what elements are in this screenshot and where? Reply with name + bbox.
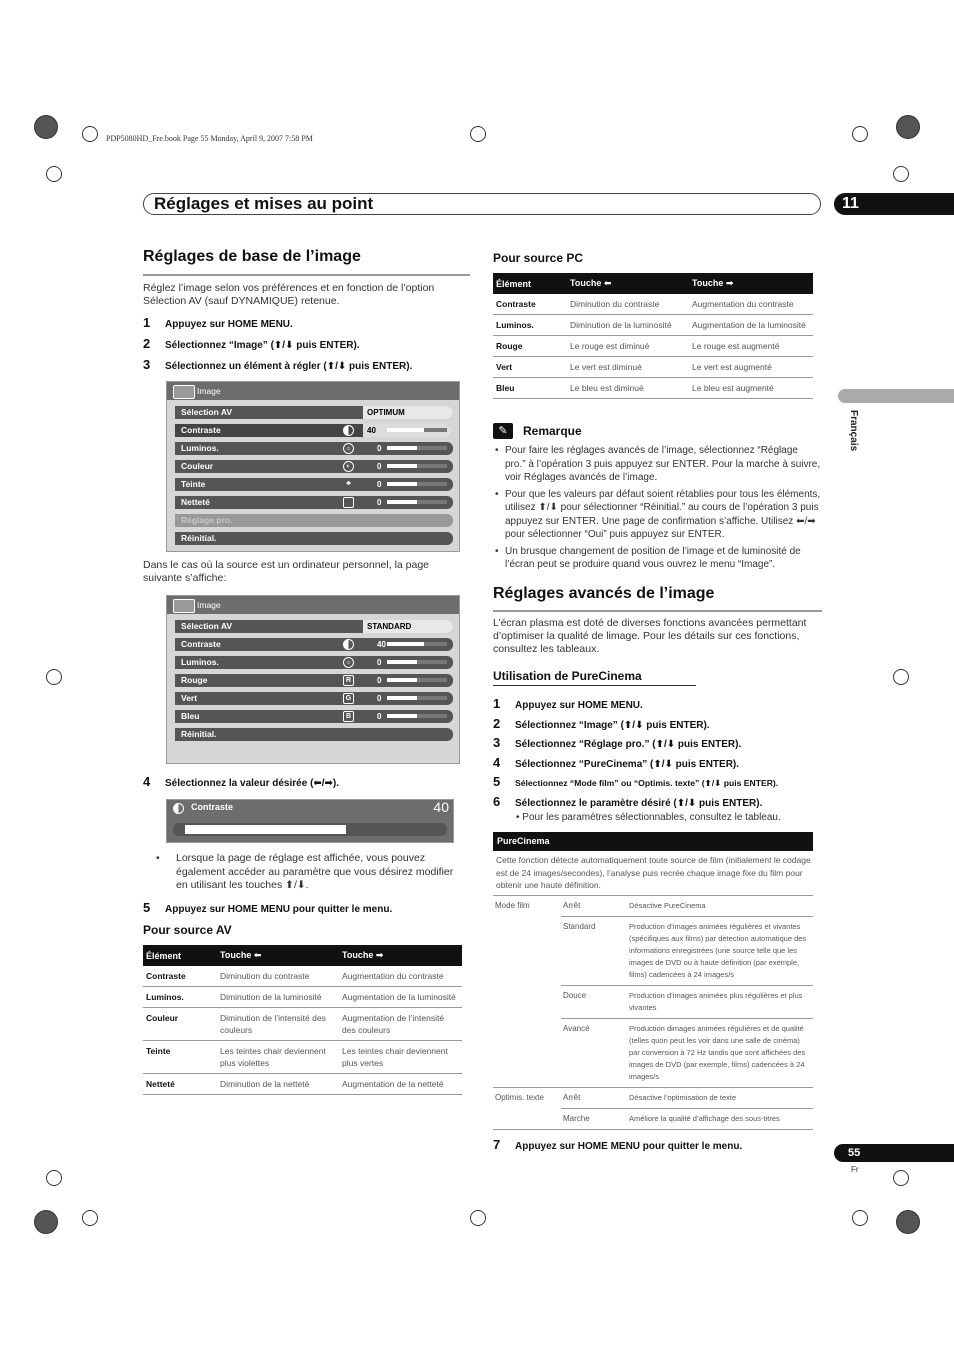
step-text: Appuyez sur HOME MENU.	[165, 319, 293, 330]
table-header: Touche ⬅	[567, 273, 689, 294]
menu-row-nettete[interactable]: Netteté 0	[175, 496, 453, 509]
step-text: Sélectionnez “Image” (⬆/⬇ puis ENTER).	[165, 340, 360, 351]
menu-value: 0	[377, 712, 382, 721]
menu-value: OPTIMUM	[363, 406, 453, 419]
menu-row-reglage-pro: Réglage pro.	[175, 514, 453, 527]
step-text: Sélectionnez “Image” (⬆/⬇ puis ENTER).	[515, 719, 710, 731]
step-4	[143, 773, 339, 791]
registration-mark	[852, 126, 868, 142]
av-table-title: Pour source AV	[143, 923, 232, 937]
note-item: • Pour que les valeurs par défaut soient rétablies pour tous les éléments, utilisez ⬆/⬇ pour sélectionner “Réinitial.” au cours de l’opération 3 puis appuyez sur ENTER. Une page de confirmation s’affiche. Utilisez ⬅/➡ pour sélectionner “Oui” puis appuyez sur ENTER.	[495, 488, 821, 540]
color-icon: ◐	[343, 461, 354, 472]
intro-paragraph: Réglez l’image selon vos préférences et en fonction de l’option Sélection AV (sauf DYNAMIQUE) retenue.	[143, 282, 435, 307]
table-row: Optimis. texte Arrêt Désactive l’optimisation de texte	[493, 1088, 813, 1109]
table-row: Teinte Les teintes chair deviennent plus violettes Les teintes chair deviennent plus vertes	[143, 1041, 462, 1074]
step-number: 7	[493, 1137, 501, 1152]
table-row: Vert Le vert est diminué Le vert est augmenté	[493, 357, 813, 378]
table-row: Bleu Le bleu est diminué Le bleu est augmenté	[493, 378, 813, 399]
menu-value: 0	[377, 658, 382, 667]
section-title-base: Réglages de base de l’image	[143, 248, 361, 265]
menu-value: 0	[377, 694, 382, 703]
step-number: 1	[143, 315, 151, 330]
menu-row-selection-av[interactable]: Sélection AV OPTIMUM	[175, 406, 453, 419]
step-text: Sélectionnez le paramètre désiré (⬆/⬇ puis ENTER).	[515, 797, 763, 809]
table-row: Netteté Diminution de la netteté Augmentation de la netteté	[143, 1074, 462, 1095]
step-number: 3	[493, 735, 501, 750]
registration-mark	[46, 1170, 62, 1186]
subsection-rule	[493, 685, 696, 686]
menu-header	[167, 596, 459, 614]
registration-mark	[46, 166, 62, 182]
menu-row-reinitial[interactable]: Réinitial.	[175, 532, 453, 545]
table-row: Avancé Production dimages animées régulières et de qualité (telles quon peut les voir dans une salle de cinéma) par conversion à 72 Hz tandis que sont affichées des images de DVD (par exemple, films) cadencées à 24 images/s	[493, 1019, 813, 1088]
table-row: Standard Production d’images animées régulières et vivantes (spécifiques aux films) par détection automatique des informations enregistrées (une source telle que les images de DVD ou à haute définition (par exemple, films) cadencées à 24 images/s	[493, 917, 813, 986]
registration-mark	[34, 1210, 58, 1234]
registration-mark	[46, 669, 62, 685]
menu-row-contraste[interactable]: Contraste 40	[175, 424, 453, 437]
level-bar	[387, 464, 417, 468]
chapter-title: Réglages et mises au point	[154, 194, 374, 213]
av-table	[143, 945, 462, 1095]
note-item: • Un brusque changement de position de l’image et de luminosité de l’écran peut se produire quand vous ouvrez le menu “Image”.	[495, 545, 801, 570]
step-text: Appuyez sur HOME MENU.	[515, 700, 643, 711]
registration-mark	[893, 166, 909, 182]
level-bar	[387, 642, 424, 646]
menu-title: Image	[197, 386, 221, 396]
language-label: Français	[848, 410, 859, 452]
table-row: Rouge Le rouge est diminué Le rouge est augmenté	[493, 336, 813, 357]
page-language: Fr	[851, 1165, 859, 1174]
book-info-line: PDP5080HD_Fre.book Page 55 Monday, April 9, 2007 7:58 PM	[106, 134, 313, 143]
slider-value: 40	[433, 799, 449, 815]
tint-icon: ♣	[346, 480, 351, 487]
table-row: Luminos. Diminution de la luminosité Augmentation de la luminosité	[493, 315, 813, 336]
menu-value: STANDARD	[363, 620, 453, 633]
menu-row-vert[interactable]: Vert G 0	[175, 692, 453, 705]
menu-row-contraste[interactable]: Contraste 40	[175, 638, 453, 651]
step-text: Sélectionnez “PureCinema” (⬆/⬇ puis ENTER).	[515, 758, 740, 770]
menu-value: 0	[377, 676, 382, 685]
menu-value: 0	[377, 462, 382, 471]
image-menu-pc	[166, 595, 460, 764]
section-title-advanced: Réglages avancés de l’image	[493, 585, 715, 602]
blue-icon: B	[343, 711, 354, 722]
purecinema-description: Cette fonction détecte automatiquement toute source de film (initialement le codage est de 24 images/secondes), l’analyse puis recrée chaque image fixe du film pour obtenir une haute définition.	[496, 855, 811, 890]
image-menu-icon	[173, 385, 195, 399]
menu-row-bleu[interactable]: Bleu B 0	[175, 710, 453, 723]
section-rule	[143, 274, 470, 276]
table-header: Élément	[493, 273, 567, 294]
step-number: 2	[493, 715, 501, 731]
pc-table-title: Pour source PC	[493, 251, 584, 265]
level-bar	[387, 696, 417, 700]
notes-list	[495, 444, 821, 572]
step-number: 6	[493, 793, 501, 809]
registration-mark	[470, 1210, 486, 1226]
table-header: Touche ⬅	[217, 945, 339, 966]
menu-value: 0	[377, 444, 382, 453]
step-number: 4	[143, 774, 151, 789]
language-tab	[838, 389, 954, 403]
step-number: 4	[493, 754, 501, 770]
contrast-icon	[343, 425, 354, 436]
image-menu-av	[166, 381, 460, 552]
section-rule	[493, 610, 822, 612]
table-header: Touche ➡	[339, 945, 462, 966]
slider-label: Contraste	[191, 802, 234, 812]
step-7	[493, 1136, 742, 1154]
level-bar	[387, 714, 417, 718]
menu-value: 40	[377, 640, 386, 649]
pc-table	[493, 273, 813, 399]
purecinema-title: Utilisation de PureCinema	[493, 669, 642, 683]
contrast-icon	[173, 803, 184, 814]
step-text: Sélectionnez la valeur désirée (⬅/➡).	[165, 778, 340, 789]
registration-mark	[893, 1170, 909, 1186]
image-menu-icon	[173, 599, 195, 613]
table-row: Couleur Diminution de l’intensité des couleurs Augmentation de l’intensité des couleurs	[143, 1008, 462, 1041]
steps-right	[493, 695, 825, 812]
brightness-icon: ☼	[343, 657, 354, 668]
menu-row-selection-av[interactable]: Sélection AV STANDARD	[175, 620, 453, 633]
chapter-number: 11	[834, 193, 954, 215]
registration-mark	[852, 1210, 868, 1226]
step-number: 3	[143, 357, 151, 372]
menu-row-reinitial[interactable]: Réinitial.	[175, 728, 453, 741]
menu-row-couleur[interactable]: Couleur ◐ 0	[175, 460, 453, 473]
menu-row-luminos[interactable]: Luminos. ☼ 0	[175, 442, 453, 455]
purecinema-table	[493, 896, 813, 1130]
note-pencil-icon: ✎	[493, 423, 513, 439]
menu-title: Image	[197, 600, 221, 610]
note-item: • Pour faire les réglages avancés de l’image, sélectionnez “Réglage pro.” à l’opération 3 puis appuyez sur ENTER. Pour la marche à suivre, voir Réglages avancés de l’image.	[495, 445, 821, 483]
level-bar	[387, 678, 417, 682]
table-row: Luminos. Diminution de la luminosité Augmentation de la luminosité	[143, 987, 462, 1008]
advanced-intro: L’écran plasma est doté de diverses fonctions avancées permettant d’optimiser la qualité de limage. Pour les détails sur ces fonctions, consultez les tableaux.	[493, 617, 807, 655]
level-bar	[387, 428, 424, 432]
registration-mark	[893, 669, 909, 685]
menu-row-luminos[interactable]: Luminos. ☼ 0	[175, 656, 453, 669]
steps-left	[143, 314, 473, 377]
step-text: Sélectionnez “Réglage pro.” (⬆/⬇ puis ENTER).	[515, 739, 742, 750]
sharpness-icon	[343, 497, 354, 508]
purecinema-table-header: PureCinema	[493, 832, 813, 851]
registration-mark	[82, 1210, 98, 1226]
registration-mark	[896, 115, 920, 139]
table-header: Élément	[143, 945, 217, 966]
step-text: Appuyez sur HOME MENU pour quitter le menu.	[165, 904, 393, 915]
table-header: Touche ➡	[689, 273, 813, 294]
contrast-icon	[343, 639, 354, 650]
step-5	[143, 899, 392, 917]
step-number: 2	[143, 336, 151, 351]
slider-fill	[185, 825, 346, 834]
menu-value: 0	[377, 498, 382, 507]
step-text: Appuyez sur HOME MENU pour quitter le menu.	[515, 1141, 743, 1152]
note-title: Remarque	[523, 424, 582, 438]
menu-value: 40	[367, 426, 376, 435]
step-number: 5	[493, 774, 501, 789]
table-row: Marche Améliore la qualité d’affichage des sous-titres	[493, 1109, 813, 1130]
level-bar	[387, 500, 417, 504]
step-text: Sélectionnez “Mode film” ou “Optimis. texte” (⬆/⬇ puis ENTER).	[515, 778, 779, 788]
pc-intro-paragraph: Dans le cas où la source est un ordinateur personnel, la page suivante s’affiche:	[143, 559, 430, 584]
level-bar	[387, 446, 417, 450]
step6-bullet: • Pour les paramètres sélectionnables, consultez le tableau.	[516, 812, 781, 823]
menu-value: 0	[377, 480, 382, 489]
registration-mark	[470, 126, 486, 142]
green-icon: G	[343, 693, 354, 704]
registration-mark	[82, 126, 98, 142]
table-row: Douce Production d’images animées plus régulières et plus vivantes	[493, 986, 813, 1019]
menu-row-teinte[interactable]: Teinte ♣ 0	[175, 478, 453, 491]
brightness-icon: ☼	[343, 443, 354, 454]
table-row: Mode film Arrêt Désactive PureCinema	[493, 896, 813, 917]
contrast-slider-panel	[166, 799, 454, 843]
bullet-note: • Lorsque la page de réglage est affichée, vous pouvez également accéder au paramètre que vous désirez modifier en utilisant les touches ⬆/⬇.	[156, 852, 454, 891]
registration-mark	[896, 1210, 920, 1234]
step-number: 1	[493, 696, 501, 711]
menu-header	[167, 382, 459, 400]
step-text: Sélectionnez un élément à régler (⬆/⬇ puis ENTER).	[165, 361, 413, 372]
table-row: Contraste Diminution du contraste Augmentation du contraste	[493, 294, 813, 315]
page-number: 55	[834, 1144, 954, 1162]
level-bar	[387, 660, 417, 664]
registration-mark	[34, 115, 58, 139]
level-bar	[387, 482, 417, 486]
slider-track[interactable]	[173, 823, 447, 836]
step-number: 5	[143, 900, 151, 915]
menu-row-rouge[interactable]: Rouge R 0	[175, 674, 453, 687]
red-icon: R	[343, 675, 354, 686]
table-row: Contraste Diminution du contraste Augmentation du contraste	[143, 966, 462, 987]
